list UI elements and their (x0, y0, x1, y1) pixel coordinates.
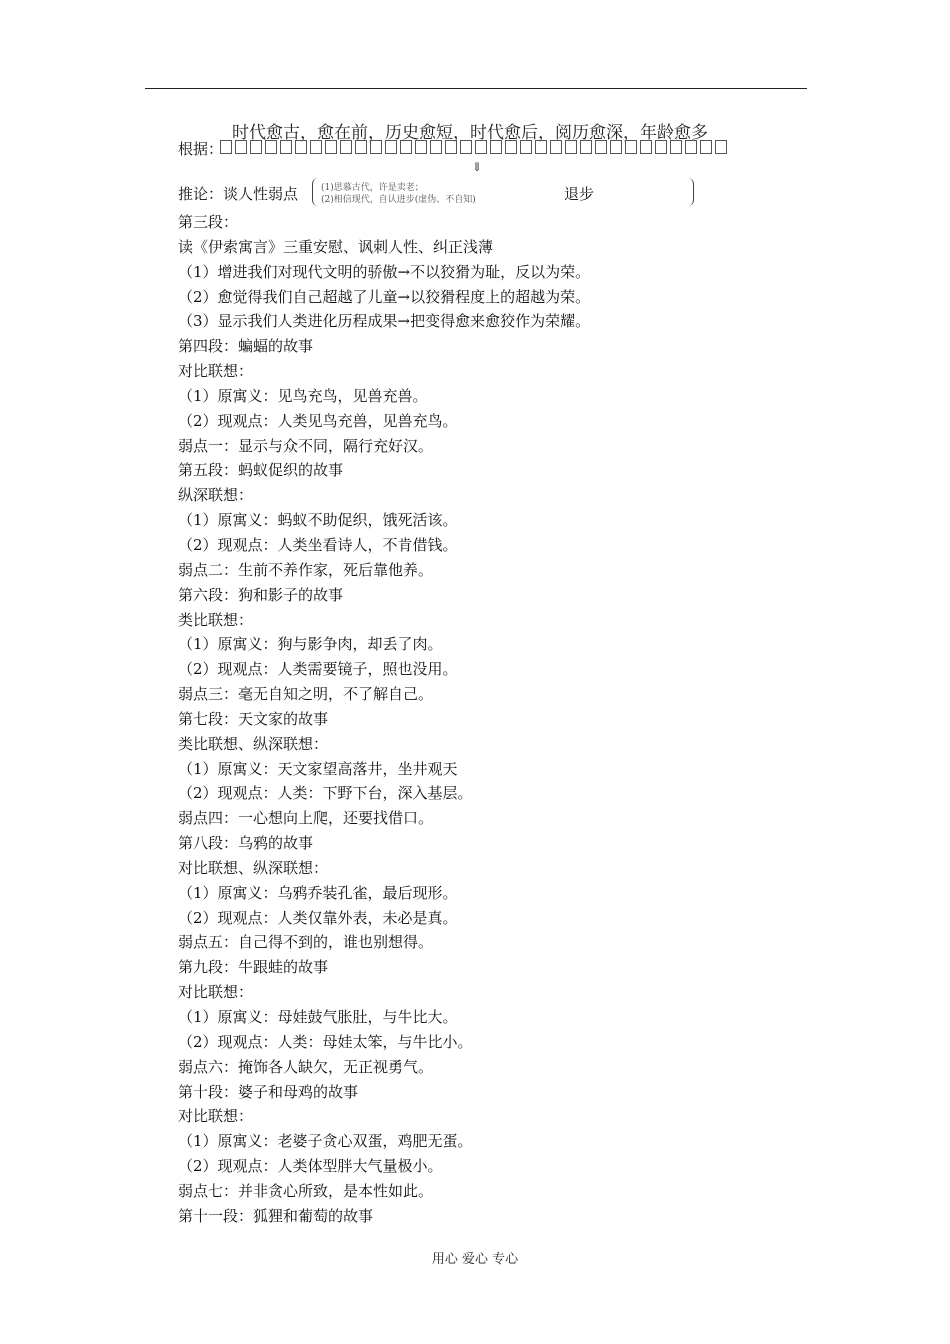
text-line: （2）现观点：人类需要镜子，照也没用。 (178, 660, 458, 679)
basis-placeholder-glyphs (220, 140, 727, 154)
text-line: 第十一段：狐狸和葡萄的故事 (178, 1206, 374, 1225)
text-line: 第七段：天文家的故事 (178, 709, 329, 728)
text-line: （2）现观点：人类仅靠外表，未必是真。 (178, 908, 458, 927)
text-line: （3）显示我们人类进化历程成果→把变得愈来愈狡作为荣耀。 (178, 312, 591, 331)
header-rule (145, 88, 807, 89)
text-line: （1）原寓义：老婆子贪心双蛋，鸡肥无蛋。 (178, 1132, 473, 1151)
text-line: 弱点五：自己得不到的，谁也别想得。 (178, 933, 434, 952)
text-line: （1）原寓义：天文家望高落井，坐井观天 (178, 759, 458, 778)
text-line: 弱点一：显示与众不同，隔行充好汉。 (178, 436, 434, 455)
text-line: 对比联想： (178, 1107, 254, 1126)
text-line: （2）现观点：人类体型胖大气量极小。 (178, 1157, 443, 1176)
inference-brace (312, 178, 694, 206)
page-footer: 用心 爱心 专心 (431, 1252, 519, 1267)
text-line: 弱点六：掩饰各人缺欠，无正视勇气。 (178, 1057, 434, 1076)
text-line: （2）愈觉得我们自己超越了儿童→以狡猾程度上的超越为荣。 (178, 287, 591, 306)
text-line: 读《伊索寓言》三重安慰、讽刺人性、纠正浅薄 (178, 237, 494, 256)
text-line: 第八段：乌鸦的故事 (178, 834, 314, 853)
body-lines (178, 210, 778, 1229)
text-line: （2）现观点：人类见鸟充兽，见兽充鸟。 (178, 411, 458, 430)
down-arrow-icon: ⇓ (472, 160, 483, 174)
text-line: 弱点七：并非贪心所致，是本性如此。 (178, 1181, 434, 1200)
text-line: （2）现观点：人类：下野下台，深入基层。 (178, 784, 473, 803)
inference-sub-1: (1)思慕古代，许是卖老； (321, 183, 424, 193)
basis-label: 根据： (178, 140, 224, 158)
inference-sub-2: (2)相信现代，自认进步(虚伪、不自知) (321, 195, 476, 205)
text-line: 类比联想、纵深联想： (178, 734, 329, 753)
text-line: 对比联想、纵深联想： (178, 858, 329, 877)
text-line: 弱点三：毫无自知之明，不了解自己。 (178, 685, 434, 704)
text-line: 弱点四：一心想向上爬，还要找借口。 (178, 809, 434, 828)
text-line: （2）现观点：人类坐看诗人，不肯借钱。 (178, 535, 458, 554)
text-line: （1）增进我们对现代文明的骄傲→不以狡猾为耻，反以为荣。 (178, 262, 591, 281)
text-line: （1）原寓义：母娃鼓气胀肚，与牛比大。 (178, 1008, 458, 1026)
text-line: （1）原寓义：狗与影争肉，却丢了肉。 (178, 635, 443, 654)
text-line: （2）现观点：人类：母娃太笨，与牛比小。 (178, 1032, 473, 1051)
text-line: 纵深联想： (178, 486, 254, 505)
inference-label: 推论：谈人性弱点 (178, 185, 299, 203)
text-line: 第三段： (178, 213, 239, 231)
basis-row (178, 118, 758, 168)
text-line: 类比联想： (178, 610, 254, 629)
text-line: 第十段：婆子和母鸡的故事 (178, 1082, 359, 1101)
text-line: 第九段：牛跟蛙的故事 (178, 958, 329, 977)
text-line: 第五段：蚂蚁促织的故事 (178, 461, 344, 480)
text-line: 弱点二：生前不养作家，死后靠他养。 (178, 560, 434, 579)
inference-result: 退步 (564, 185, 595, 203)
text-line: 对比联想： (178, 983, 254, 1002)
text-line: 对比联想： (178, 362, 254, 381)
text-line: （1）原寓义：蚂蚁不助促织，饿死活该。 (178, 511, 458, 530)
basis-overline-text: 时代愈古，愈在前，历史愈短，时代愈后，阅历愈深，年龄愈多 (232, 123, 708, 143)
text-line: 第六段：狗和影子的故事 (178, 585, 344, 604)
text-line: （1）原寓义：见鸟充鸟，见兽充兽。 (178, 386, 428, 405)
text-line: 第四段：蝙蝠的故事 (178, 337, 314, 356)
text-line: （1）原寓义：乌鸦乔装孔雀，最后现形。 (178, 883, 458, 902)
